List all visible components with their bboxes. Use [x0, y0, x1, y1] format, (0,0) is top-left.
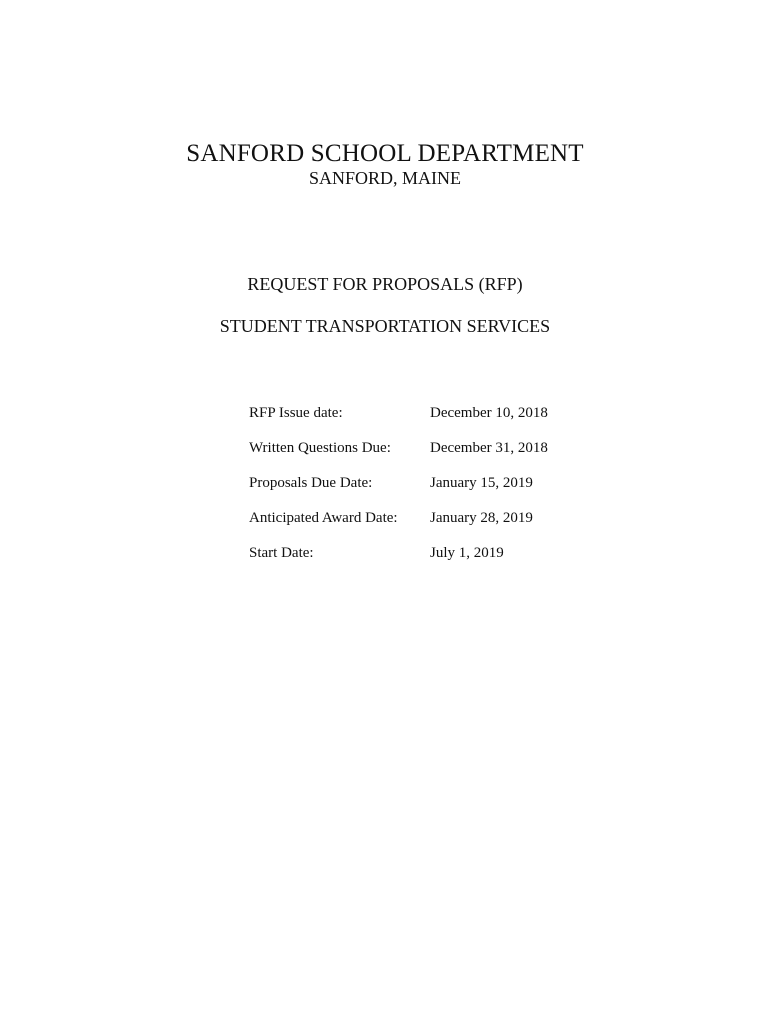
schedule-row [249, 509, 579, 544]
schedule-value: January 28, 2019 [430, 510, 533, 526]
schedule-label: Written Questions Due: [249, 440, 391, 456]
schedule-row [249, 404, 579, 439]
schedule-row [249, 439, 579, 474]
schedule-table [249, 404, 579, 579]
schedule-row [249, 474, 579, 509]
schedule-label: Anticipated Award Date: [249, 510, 398, 526]
schedule-label: Start Date: [249, 545, 314, 561]
organization-name: SANFORD SCHOOL DEPARTMENT [186, 140, 584, 167]
organization-location: SANFORD, MAINE [308, 168, 461, 188]
schedule-label: RFP Issue date: [249, 405, 343, 421]
schedule-value: January 15, 2019 [430, 475, 533, 491]
schedule-value: July 1, 2019 [430, 545, 504, 561]
schedule-row [249, 544, 579, 579]
document-title: REQUEST FOR PROPOSALS (RFP) [247, 274, 523, 294]
document-subject: STUDENT TRANSPORTATION SERVICES [219, 316, 551, 336]
schedule-value: December 10, 2018 [430, 405, 548, 421]
schedule-value: December 31, 2018 [430, 440, 548, 456]
schedule-label: Proposals Due Date: [249, 475, 373, 491]
